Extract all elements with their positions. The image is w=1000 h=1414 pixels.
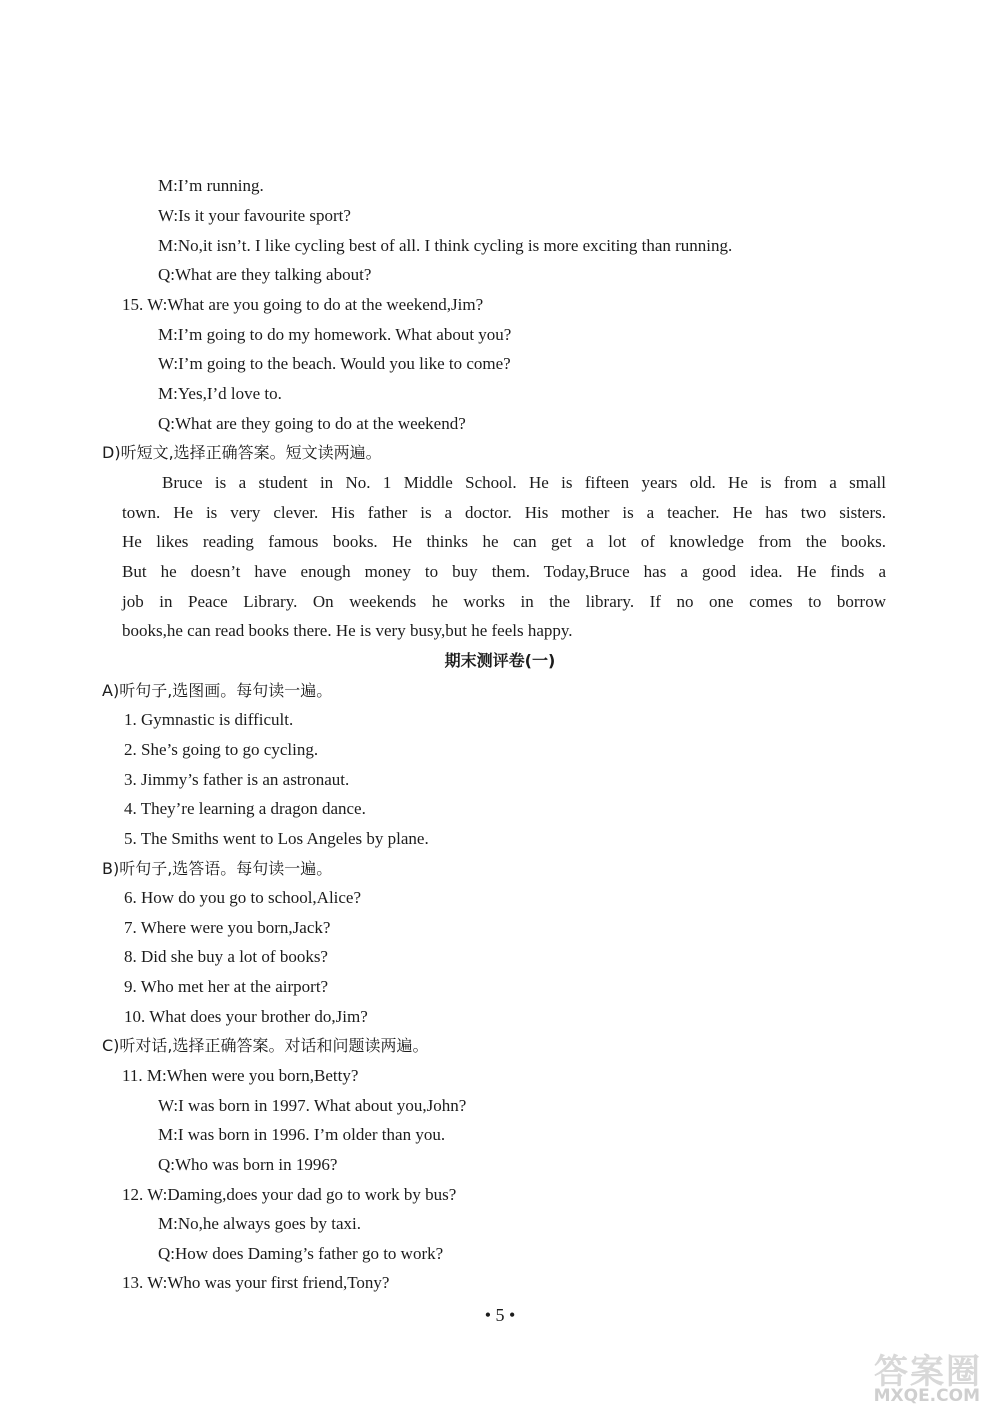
dialogue-line: Q:Who was born in 1996? (158, 1155, 338, 1174)
passage-line: job in Peace Library. On weekends he works in the library. If no one comes to borrow (122, 592, 886, 611)
passage-line: He likes reading famous books. He thinks he can get a lot of knowledge from the books. (122, 532, 886, 551)
dialogue-line: 11. M:When were you born,Betty? (122, 1066, 359, 1085)
exam-title: 期末测评卷(一) (444, 651, 556, 670)
question-line: 9. Who met her at the airport? (124, 977, 329, 996)
question-line: 7. Where were you born,Jack? (124, 918, 331, 937)
dialogue-line: Q:What are they talking about? (158, 265, 372, 284)
dialogue-line: W:I’m going to the beach. Would you like to come? (158, 354, 511, 373)
question-line: 3. Jimmy’s father is an astronaut. (124, 770, 350, 789)
page-number: • 5 • (484, 1305, 516, 1325)
dialogue-line: Q:How does Daming’s father go to work? (158, 1244, 444, 1263)
question-line: 6. How do you go to school,Alice? (124, 888, 362, 907)
passage-line: Bruce is a student in No. 1 Middle School. He is fifteen years old. He is from a small (162, 473, 886, 492)
section-heading: A)听句子,选图画。每句读一遍。 (102, 681, 333, 700)
question-line: 1. Gymnastic is difficult. (124, 710, 294, 729)
dialogue-line: 13. W:Who was your first friend,Tony? (122, 1273, 390, 1292)
dialogue-line: M:Yes,I’d love to. (158, 384, 282, 403)
section-heading: D)听短文,选择正确答案。短文读两遍。 (102, 443, 382, 462)
watermark-text: 答案圈 (874, 1352, 982, 1392)
question-line: 8. Did she buy a lot of books? (124, 947, 328, 966)
passage-line: books,he can read books there. He is very busy,but he feels happy. (122, 621, 573, 640)
question-line: 2. She’s going to go cycling. (124, 740, 319, 759)
dialogue-line: M:No,it isn’t. I like cycling best of all. I think cycling is more exciting than running. (158, 236, 733, 255)
dialogue-line: W:I was born in 1997. What about you,John? (158, 1096, 467, 1115)
watermark-logo (836, 1344, 986, 1406)
dialogue-line: M:I was born in 1996. I’m older than you. (158, 1125, 446, 1144)
dialogue-line: M:I’m going to do my homework. What about you? (158, 325, 512, 344)
question-line: 4. They’re learning a dragon dance. (124, 799, 366, 818)
watermark-url: MXQE.COM (873, 1386, 980, 1406)
question-line: 5. The Smiths went to Los Angeles by plane. (124, 829, 429, 848)
dialogue-line: 15. W:What are you going to do at the weekend,Jim? (122, 295, 484, 314)
dialogue-line: Q:What are they going to do at the weekend? (158, 414, 466, 433)
passage-line: But he doesn’t have enough money to buy them. Today,Bruce has a good idea. He finds a (122, 562, 886, 581)
dialogue-line: M:No,he always goes by taxi. (158, 1214, 362, 1233)
section-heading: C)听对话,选择正确答案。对话和问题读两遍。 (102, 1036, 429, 1055)
dialogue-line: 12. W:Daming,does your dad go to work by bus? (122, 1185, 457, 1204)
dialogue-line: M:I’m running. (158, 176, 264, 195)
dialogue-line: W:Is it your favourite sport? (158, 206, 351, 225)
question-line: 10. What does your brother do,Jim? (124, 1007, 368, 1026)
passage-line: town. He is very clever. His father is a doctor. His mother is a teacher. He has two sisters. (122, 503, 886, 522)
section-heading: B)听句子,选答语。每句读一遍。 (102, 859, 333, 878)
